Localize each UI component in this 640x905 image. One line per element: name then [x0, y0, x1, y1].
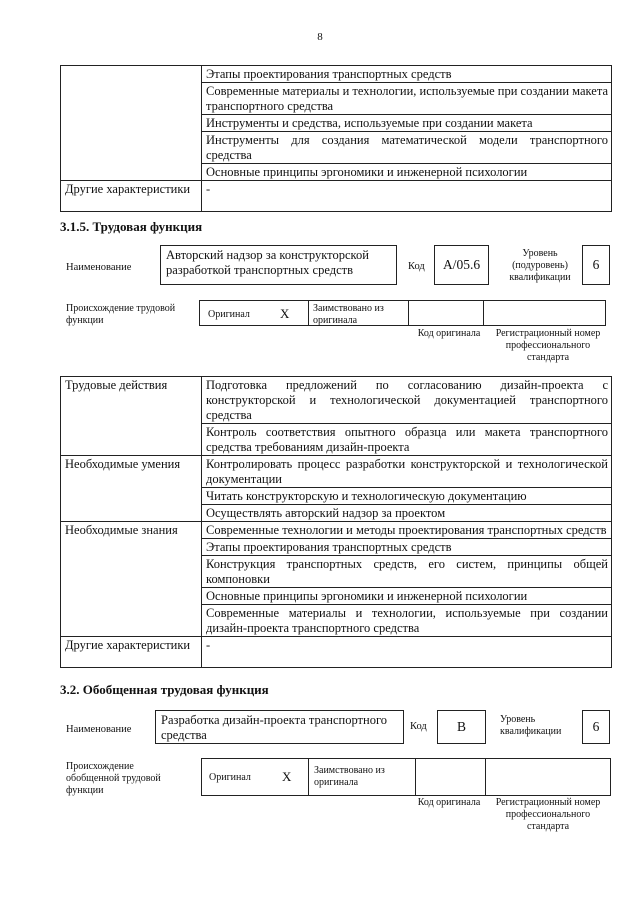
- divider: [485, 758, 486, 796]
- function-name-box: Авторский надзор за конструкторской разработкой транспортных средств: [160, 245, 397, 285]
- skills-label: Необходимые умения: [61, 456, 202, 522]
- original-label: Оригинал: [208, 309, 250, 320]
- knowledge-item: Инструменты и средства, используемые при создании макета: [202, 115, 612, 132]
- reg-number-caption: Регистрационный номер профессионального стандарта: [495, 797, 601, 832]
- other-characteristics-value: -: [202, 181, 612, 212]
- code-box: A/05.6: [434, 245, 489, 285]
- code-original-caption: Код оригинала: [417, 797, 481, 808]
- origin-label: Происхождение обобщенной трудовой функции: [66, 761, 161, 796]
- original-mark: X: [282, 769, 292, 784]
- knowledge-item: Современные материалы и технологии, используемые при создании макета транспортного средства: [202, 83, 612, 115]
- labor-action-item: Контроль соответствия опытного образца или макета транспортного средства требованиям дизайн-проекта: [202, 424, 612, 456]
- code-label: Код: [408, 261, 425, 272]
- name-label: Наименование: [66, 724, 132, 735]
- origin-label: Происхождение трудовой функции: [66, 303, 176, 326]
- borrowed-label: Заимствовано из оригинала: [314, 765, 385, 788]
- knowledge-item: Основные принципы эргономики и инженерной психологии: [202, 588, 612, 605]
- knowledge-item: Этапы проектирования транспортных средств: [202, 539, 612, 556]
- table-row: [61, 181, 612, 212]
- level-box: 6: [582, 245, 610, 285]
- knowledge-item: Современные материалы и технологии, используемые при создании дизайн-проекта транспортного средства: [202, 605, 612, 637]
- other-characteristics-value: -: [202, 637, 612, 668]
- skill-item: Читать конструкторскую и технологическую документацию: [202, 488, 612, 505]
- knowledge-item: Современные технологии и методы проектирования транспортных средств: [202, 522, 612, 539]
- top-knowledge-table: [60, 65, 612, 212]
- labor-function-table: [60, 376, 612, 668]
- divider: [308, 300, 309, 326]
- label-cell-empty: [61, 66, 202, 181]
- table-row: [61, 637, 612, 668]
- level-label: Уровень (подуровень) квалификации: [509, 248, 571, 283]
- code-label: Код: [410, 721, 427, 732]
- name-label: Наименование: [66, 262, 132, 273]
- labor-actions-label: Трудовые действия: [61, 377, 202, 456]
- origin-box: [201, 758, 611, 796]
- table-row: [61, 522, 612, 539]
- divider: [415, 758, 416, 796]
- level-label: Уровень квалификации: [500, 714, 562, 737]
- other-characteristics-label: Другие характеристики: [61, 637, 202, 668]
- generalized-function-name-box: Разработка дизайн-проекта транспортного средства: [155, 710, 404, 744]
- original-mark: X: [280, 306, 290, 321]
- skill-item: Контролировать процесс разработки конструкторской и технологической документации: [202, 456, 612, 488]
- knowledge-item: Основные принципы эргономики и инженерной психологии: [202, 164, 612, 181]
- code-original-caption: Код оригинала: [417, 328, 481, 339]
- knowledge-item: Конструкция транспортных средств, его систем, принципы общей компоновки: [202, 556, 612, 588]
- table-row: [61, 456, 612, 488]
- knowledge-item: Инструменты для создания математической модели транспортного средства: [202, 132, 612, 164]
- knowledge-item: Этапы проектирования транспортных средств: [202, 66, 612, 83]
- code-box: B: [437, 710, 486, 744]
- reg-number-caption: Регистрационный номер профессионального стандарта: [495, 328, 601, 363]
- skill-item: Осуществлять авторский надзор за проектом: [202, 505, 612, 522]
- level-box: 6: [582, 710, 610, 744]
- labor-action-item: Подготовка предложений по согласованию дизайн-проекта с конструкторской и технологической документацией транспортного средства: [202, 377, 612, 424]
- origin-box: [199, 300, 606, 326]
- table-row: [61, 66, 612, 83]
- table-row: [61, 377, 612, 424]
- other-characteristics-label: Другие характеристики: [61, 181, 202, 212]
- borrowed-label: Заимствовано из оригинала: [313, 303, 384, 326]
- divider: [408, 300, 409, 326]
- original-label: Оригинал: [209, 772, 251, 783]
- divider: [483, 300, 484, 326]
- section-heading-315: 3.1.5. Трудовая функция: [60, 219, 203, 234]
- section-heading-32: 3.2. Обобщенная трудовая функция: [60, 682, 269, 697]
- divider: [308, 758, 309, 796]
- page-number: 8: [317, 31, 323, 43]
- knowledge-label: Необходимые знания: [61, 522, 202, 637]
